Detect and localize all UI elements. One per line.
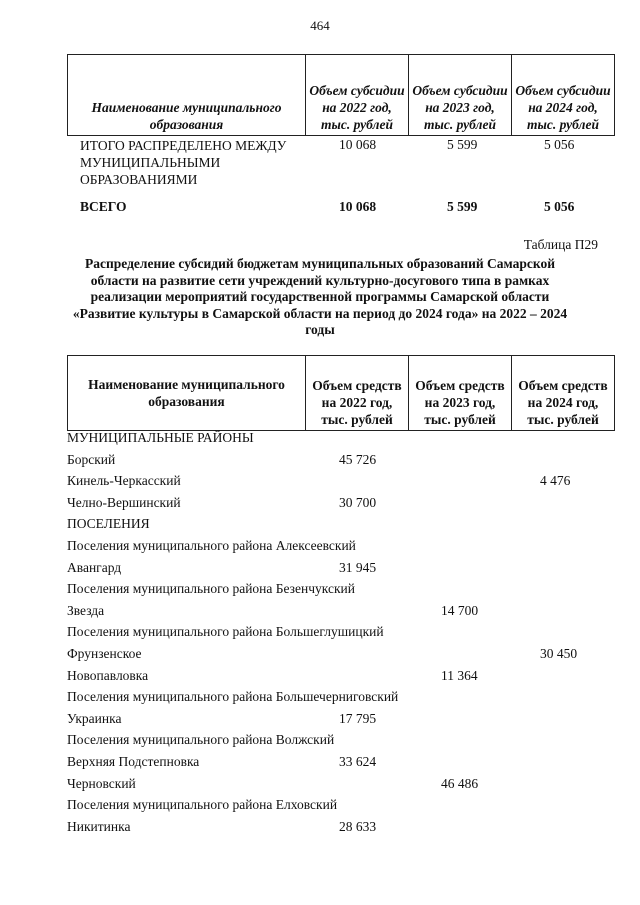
row-value-2022: 31 945	[339, 559, 377, 575]
table-caption-ref: Таблица П29	[523, 237, 598, 252]
grand-total-2022: 10 068	[339, 199, 377, 214]
row-value-2022: 17 795	[339, 710, 377, 726]
row-label: Кинель-Черкасский	[67, 473, 181, 489]
row-label: Челно-Вершинский	[67, 494, 181, 510]
table-row	[0, 452, 640, 473]
row-value-2023: 46 486	[441, 775, 479, 791]
row-label: Поселения муниципального района Алексеевский	[67, 538, 356, 553]
table-row	[0, 776, 640, 797]
grand-total-2024: 5 056	[544, 199, 575, 214]
row-label: Черновский	[67, 775, 136, 791]
row-value-2022: 30 700	[339, 494, 377, 510]
grand-total-2023: 5 599	[447, 199, 478, 214]
table-row	[0, 538, 640, 559]
table-row	[0, 754, 640, 775]
header-funds-2023: Объем средств на 2023 год, тыс. рублей	[409, 356, 512, 431]
row-label: Украинка	[67, 710, 122, 726]
row-value-2024: 30 450	[540, 646, 578, 661]
row-value-2022: 33 624	[339, 754, 377, 769]
total-distributed-2024: 5 056	[544, 137, 575, 152]
row-label: Борский	[67, 451, 116, 467]
table-row	[0, 560, 640, 581]
table-row	[0, 473, 640, 494]
table-row	[0, 711, 640, 732]
table-row	[0, 819, 640, 840]
row-label: Никитинка	[67, 818, 131, 834]
table-title: Распределение субсидий бюджетам муниципальных образований Самарской области на развитие сети учреждений культурно-досугового типа в рамках реализации мероприятий государственной программы Самарской области «Развитие культуры в Самарской области на период до 2024 года» на 2022 – 2024 годы	[72, 256, 568, 337]
table-row	[0, 689, 640, 710]
table-row	[0, 624, 640, 645]
total-distributed-label: ИТОГО РАСПРЕДЕЛЕНО МЕЖДУ МУНИЦИПАЛЬНЫМИ ОБРАЗОВАНИЯМИ	[80, 138, 287, 187]
header-2022: Объем субсидии на 2022 год, тыс. рублей	[306, 55, 409, 136]
row-label: Фрунзенское	[67, 646, 142, 661]
table-row	[0, 603, 640, 624]
header-municipality: Наименование муниципального образования	[68, 55, 306, 136]
total-distributed-2022: 10 068	[339, 137, 377, 152]
table-row	[0, 797, 640, 818]
row-value-2023: 11 364	[441, 667, 478, 683]
row-label: Звезда	[67, 602, 105, 618]
row-label: ПОСЕЛЕНИЯ	[67, 516, 150, 532]
row-label: Поселения муниципального района Безенчукский	[67, 581, 355, 597]
header-2024: Объем субсидии на 2024 год, тыс. рублей	[512, 55, 615, 136]
page-number: 464	[310, 18, 330, 33]
table-row	[0, 495, 640, 516]
table-row	[0, 646, 640, 667]
header-funds-2024: Объем средств на 2024 год, тыс. рублей	[512, 356, 615, 431]
row-label: Поселения муниципального района Волжский	[67, 732, 335, 748]
table-row	[0, 516, 640, 537]
row-label: Верхняя Подстепновка	[67, 754, 200, 769]
total-distributed-2023: 5 599	[447, 137, 478, 152]
row-value-2024: 4 476	[540, 473, 571, 489]
header-2023: Объем субсидии на 2023 год, тыс. рублей	[409, 55, 512, 136]
row-label: Поселения муниципального района Большеглушицкий	[67, 624, 384, 640]
subsidy-table-header	[67, 54, 615, 136]
row-label: Новопавловка	[67, 667, 149, 683]
row-label: Авангард	[67, 559, 122, 575]
row-value-2022: 28 633	[339, 818, 377, 834]
table-row	[0, 732, 640, 753]
table-row	[0, 430, 640, 451]
row-value-2022: 45 726	[339, 451, 377, 467]
funds-table-header	[67, 355, 615, 431]
header-funds-2022: Объем средств на 2022 год, тыс. рублей	[306, 356, 409, 431]
table-row	[0, 668, 640, 689]
row-value-2023: 14 700	[441, 602, 479, 618]
row-label: Поселения муниципального района Елховский	[67, 797, 338, 813]
header-municipality-2: Наименование муниципального образования	[68, 356, 306, 431]
row-label: Поселения муниципального района Большечерниговский	[67, 689, 399, 705]
table-row	[0, 581, 640, 602]
grand-total-label: ВСЕГО	[80, 199, 127, 214]
row-label: МУНИЦИПАЛЬНЫЕ РАЙОНЫ	[67, 430, 254, 445]
